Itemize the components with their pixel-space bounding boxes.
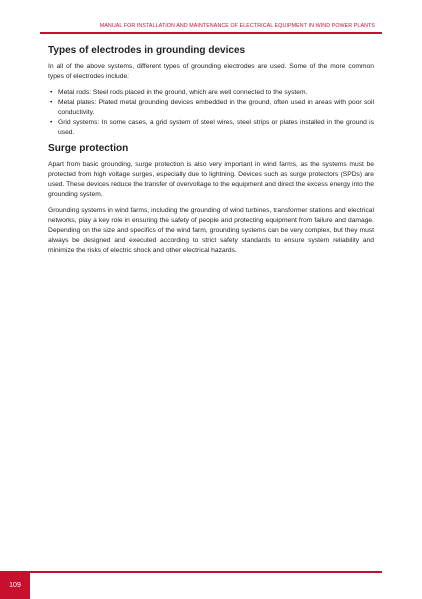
page-number-box (0, 573, 30, 599)
electrodes-intro-paragraph: In all of the above systems, different types of grounding electrodes are used. Some of the more common types of electrodes include: (48, 63, 374, 80)
running-header: MANUAL FOR INSTALLATION AND MAINTENANCE OF ELECTRICAL EQUIPMENT IN WIND POWER PLANTS (99, 23, 375, 29)
list-item (48, 98, 374, 118)
bullet-icon: • (50, 89, 53, 96)
list-item (48, 88, 374, 98)
section-heading-surge: Surge protection (48, 143, 129, 154)
page-number: 109 (9, 582, 21, 589)
footer-rule (0, 571, 382, 573)
section-heading-electrodes: Types of electrodes in grounding devices (48, 45, 246, 56)
bullet-icon: • (50, 99, 53, 106)
surge-paragraph-2: Grounding systems in wind farms, including the grounding of wind turbines, transformer stations and electrical networks, play a key role in ensuring the safety of people and protecting equipment from failure and damage. Depending on the size and specifics of the wind farm, grounding systems can be very complex, but they must always be designed and executed according to strict safety standards to ensure system reliability and minimize the risks of electric shock and other electrical hazards. (48, 207, 374, 254)
page-content (48, 46, 374, 262)
bullet-icon: • (50, 119, 53, 126)
list-item-text: Metal plates: Plated metal grounding devices embedded in the ground, often used in areas with poor soil conductivity. (58, 99, 374, 116)
list-item (48, 118, 374, 138)
surge-paragraph-1: Apart from basic grounding, surge protection is also very important in wind farms, as the systems must be protected from high voltage surges, especially due to lightning. Devices such as surge protectors (SPDs) are used. These devices reduce the transfer of overvoltage to the equipment and direct the excess energy into the grounding system. (48, 161, 374, 198)
header-rule (40, 32, 382, 34)
list-item-text: Metal rods: Steel rods placed in the ground, which are well connected to the system. (58, 89, 308, 96)
list-item-text: Grid systems: In some cases, a grid system of steel wires, steel strips or plates installed in the ground is used. (58, 119, 374, 136)
electrode-types-list (48, 88, 374, 138)
